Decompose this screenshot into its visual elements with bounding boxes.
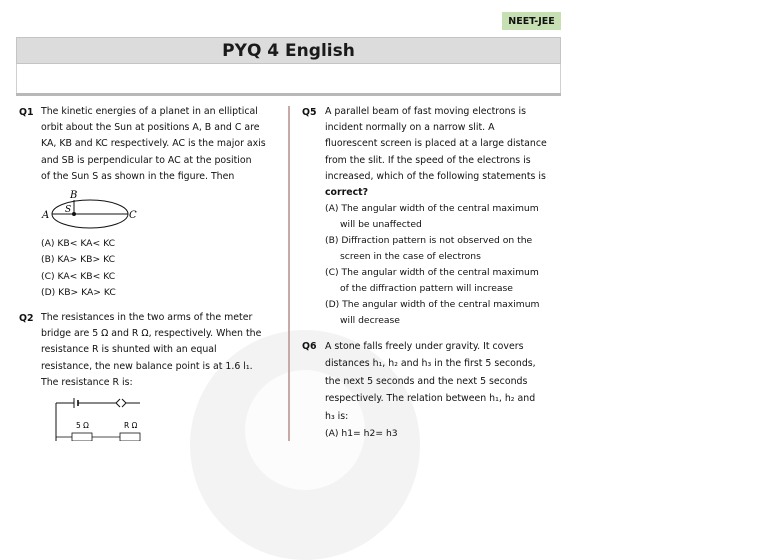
question-1 — [41, 104, 267, 185]
question-text-line: resistance R is shunted with an equal — [41, 344, 217, 356]
option-c: (C) The angular width of the central maximum — [325, 267, 539, 278]
question-text-line: A parallel beam of fast moving electrons is — [325, 106, 526, 117]
question-text-line: resistance, the new balance point is at 1.6 l₁. — [41, 360, 253, 372]
question-1-options — [41, 236, 116, 301]
question-text-line: of the Sun S as shown in the figure. Then — [41, 170, 235, 182]
ellipse-orbit-figure — [38, 188, 148, 234]
question-text-line: The resistances in the two arms of the meter — [41, 312, 253, 323]
figure-label-a: A — [42, 210, 50, 221]
header-rule — [16, 93, 561, 96]
header-band — [16, 64, 561, 94]
question-text-line: orbit about the Sun at positions A, B and C are — [41, 122, 260, 134]
question-text-line: and SB is perpendicular to AC at the position — [41, 154, 252, 166]
question-text-line: correct? — [325, 187, 369, 199]
question-number: Q6 — [302, 341, 317, 352]
question-text-line: fluorescent screen is placed at a large distance — [325, 138, 547, 150]
question-text-line: the next 5 seconds and the next 5 seconds — [325, 375, 528, 387]
option-b-cont: screen in the case of electrons — [340, 251, 481, 262]
meter-bridge-figure — [50, 393, 170, 441]
exam-tag: NEET-JEE — [502, 12, 561, 30]
question-number: Q1 — [19, 107, 34, 118]
question-text-line: from the slit. If the speed of the electrons is — [325, 154, 531, 166]
option-c-cont: of the diffraction pattern will increase — [340, 283, 513, 294]
resistor-label-5: 5 Ω — [76, 421, 89, 430]
column-divider — [288, 106, 290, 441]
question-text-line: bridge are 5 Ω and R Ω, respectively. When the — [41, 328, 262, 340]
question-5-options — [325, 201, 539, 329]
question-5 — [325, 104, 551, 201]
page-title: PYQ 4 English — [16, 37, 561, 64]
question-text-line: incident normally on a narrow slit. A — [325, 122, 495, 134]
option-a-cont: will be unaffected — [340, 219, 422, 230]
question-number: Q2 — [19, 313, 34, 324]
option-a: (A) The angular width of the central maximum — [325, 203, 539, 214]
option-a: (A) h1= h2= h3 — [325, 428, 398, 440]
question-text-line: increased, which of the following statements is — [325, 170, 546, 182]
question-text-line: respectively. The relation between h₁, h₂ and — [325, 393, 536, 405]
resistor-label-r: R Ω — [124, 421, 138, 430]
option-b: (B) KA> KB> KC — [41, 254, 116, 266]
figure-label-s: S — [65, 205, 72, 215]
option-d-cont: will decrease — [340, 315, 400, 326]
question-text-line: A stone falls freely under gravity. It covers — [325, 341, 524, 352]
option-d: (D) KB> KA> KC — [41, 286, 116, 298]
option-b: (B) Diffraction pattern is not observed on the — [325, 235, 533, 246]
figure-label-b: B — [70, 190, 78, 201]
figure-label-c: C — [129, 210, 137, 221]
option-c: (C) KA< KB< KC — [41, 270, 116, 282]
question-text-line: The kinetic energies of a planet in an elliptical — [41, 106, 258, 117]
option-d: (D) The angular width of the central maximum — [325, 299, 540, 310]
question-text-line: h₃ is: — [325, 410, 349, 422]
question-number: Q5 — [302, 107, 317, 118]
question-text-line: distances h₁, h₂ and h₃ in the first 5 seconds, — [325, 358, 536, 370]
question-text-line: KA, KB and KC respectively. AC is the major axis — [41, 138, 266, 150]
question-text-line: The resistance R is: — [41, 376, 133, 388]
question-6 — [325, 338, 551, 442]
question-2 — [41, 310, 267, 391]
option-a: (A) KB< KA< KC — [41, 238, 116, 249]
